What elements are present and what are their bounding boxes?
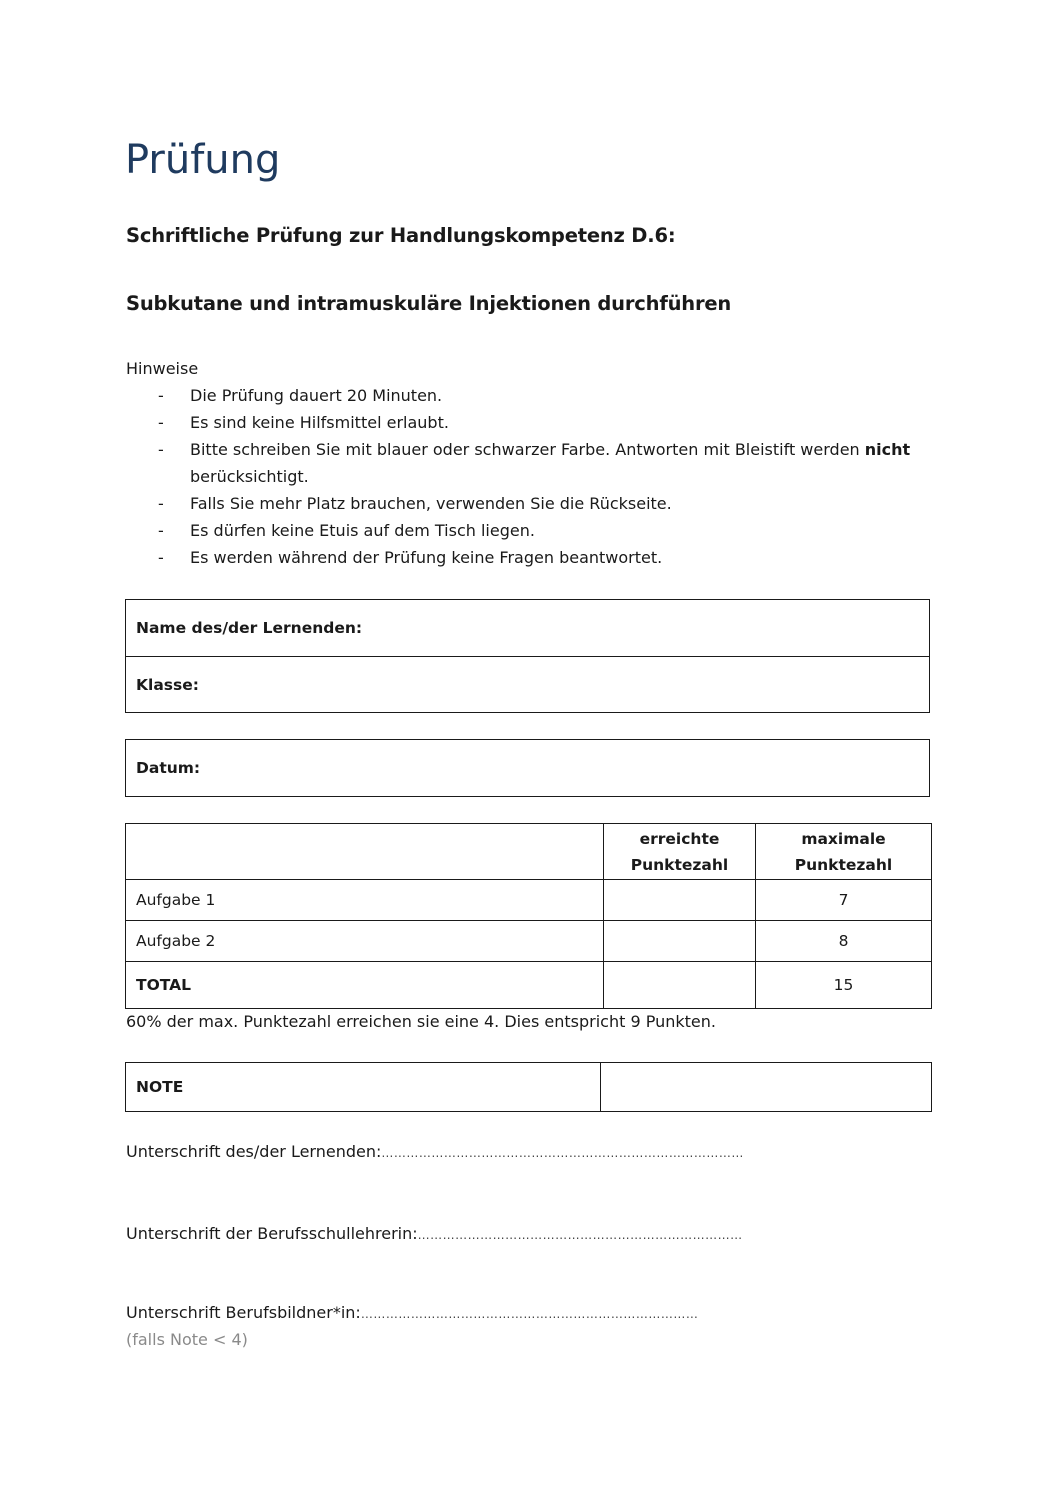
hint-text: Es sind keine Hilfsmittel erlaubt.: [190, 413, 449, 432]
signature-trainer-label: Unterschrift Berufsbildner*in:: [126, 1303, 361, 1322]
grade-value-cell[interactable]: [601, 1063, 932, 1112]
table-header-row: [126, 824, 932, 880]
date-label: Datum:: [136, 759, 201, 777]
signature-student-label: Unterschrift des/der Lernenden:: [126, 1142, 382, 1161]
grading-note: 60% der max. Punktezahl erreichen sie eine 4. Dies entspricht 9 Punkten.: [126, 1012, 716, 1031]
class-label: Klasse:: [136, 675, 199, 694]
hint-text: Bitte schreiben Sie mit blauer oder schwarzer Farbe. Antworten mit Bleistift werden: [190, 440, 865, 459]
task-label: Aufgabe 2: [126, 921, 604, 962]
hint-text: Es dürfen keine Etuis auf dem Tisch liegen.: [190, 521, 535, 540]
list-item: [126, 409, 926, 436]
signature-teacher-label: Unterschrift der Berufsschullehrerin:: [126, 1224, 418, 1243]
max-total-cell: 15: [756, 962, 932, 1009]
hint-text: Es werden während der Prüfung keine Fragen beantwortet.: [190, 548, 663, 567]
signature-teacher[interactable]: [126, 1223, 743, 1246]
signature-student[interactable]: [126, 1141, 744, 1164]
list-item: [126, 544, 926, 571]
score-table: [125, 823, 932, 1009]
total-label: TOTAL: [126, 962, 604, 1009]
max-points-cell: 7: [756, 880, 932, 921]
date-box: [125, 739, 930, 797]
grade-label: NOTE: [126, 1063, 601, 1112]
bullet-dash: -: [158, 494, 164, 513]
signature-line: ……………………………………………………………………………: [381, 1146, 744, 1160]
student-name-field[interactable]: [126, 600, 929, 656]
grade-table: [125, 1062, 932, 1112]
signature-line: ………………………………………………………………………: [360, 1307, 699, 1321]
student-info-box: [125, 599, 930, 713]
hint-text: berücksichtigt.: [190, 467, 309, 486]
class-field[interactable]: [126, 656, 929, 712]
bullet-dash: -: [158, 386, 164, 405]
date-field[interactable]: [126, 740, 929, 796]
page-title: Prüfung: [125, 137, 281, 183]
student-name-label: Name des/der Lernenden:: [136, 619, 363, 637]
hint-emphasis: nicht: [864, 440, 911, 459]
signature-trainer-note: (falls Note < 4): [126, 1330, 248, 1349]
header-empty-cell: [126, 824, 604, 880]
table-row: [126, 921, 932, 962]
achieved-points-cell[interactable]: [604, 880, 756, 921]
table-row: [126, 880, 932, 921]
max-points-cell: 8: [756, 921, 932, 962]
task-label: Aufgabe 1: [126, 880, 604, 921]
bullet-dash: -: [158, 440, 164, 459]
hint-text: Falls Sie mehr Platz brauchen, verwenden Sie die Rückseite.: [190, 494, 672, 513]
achieved-total-cell[interactable]: [604, 962, 756, 1009]
table-row-total: [126, 962, 932, 1009]
bullet-dash: -: [158, 413, 164, 432]
signature-trainer[interactable]: [126, 1302, 698, 1325]
signature-line: ……………………………………………………………………: [417, 1228, 743, 1242]
header-achieved: erreichte Punktezahl: [604, 824, 756, 880]
exam-topic: Subkutane und intramuskuläre Injektionen durchführen: [126, 292, 732, 315]
exam-subtitle: Schriftliche Prüfung zur Handlungskompetenz D.6:: [126, 224, 676, 247]
list-item: [126, 382, 926, 409]
bullet-dash: -: [158, 548, 164, 567]
hints-heading: Hinweise: [126, 359, 199, 378]
bullet-dash: -: [158, 521, 164, 540]
header-max: maximale Punktezahl: [756, 824, 932, 880]
table-row: [126, 1063, 932, 1112]
list-item: [126, 436, 926, 490]
achieved-points-cell[interactable]: [604, 921, 756, 962]
hint-text: Die Prüfung dauert 20 Minuten.: [190, 386, 443, 405]
hints-list: [126, 382, 926, 571]
list-item: [126, 490, 926, 517]
list-item: [126, 517, 926, 544]
